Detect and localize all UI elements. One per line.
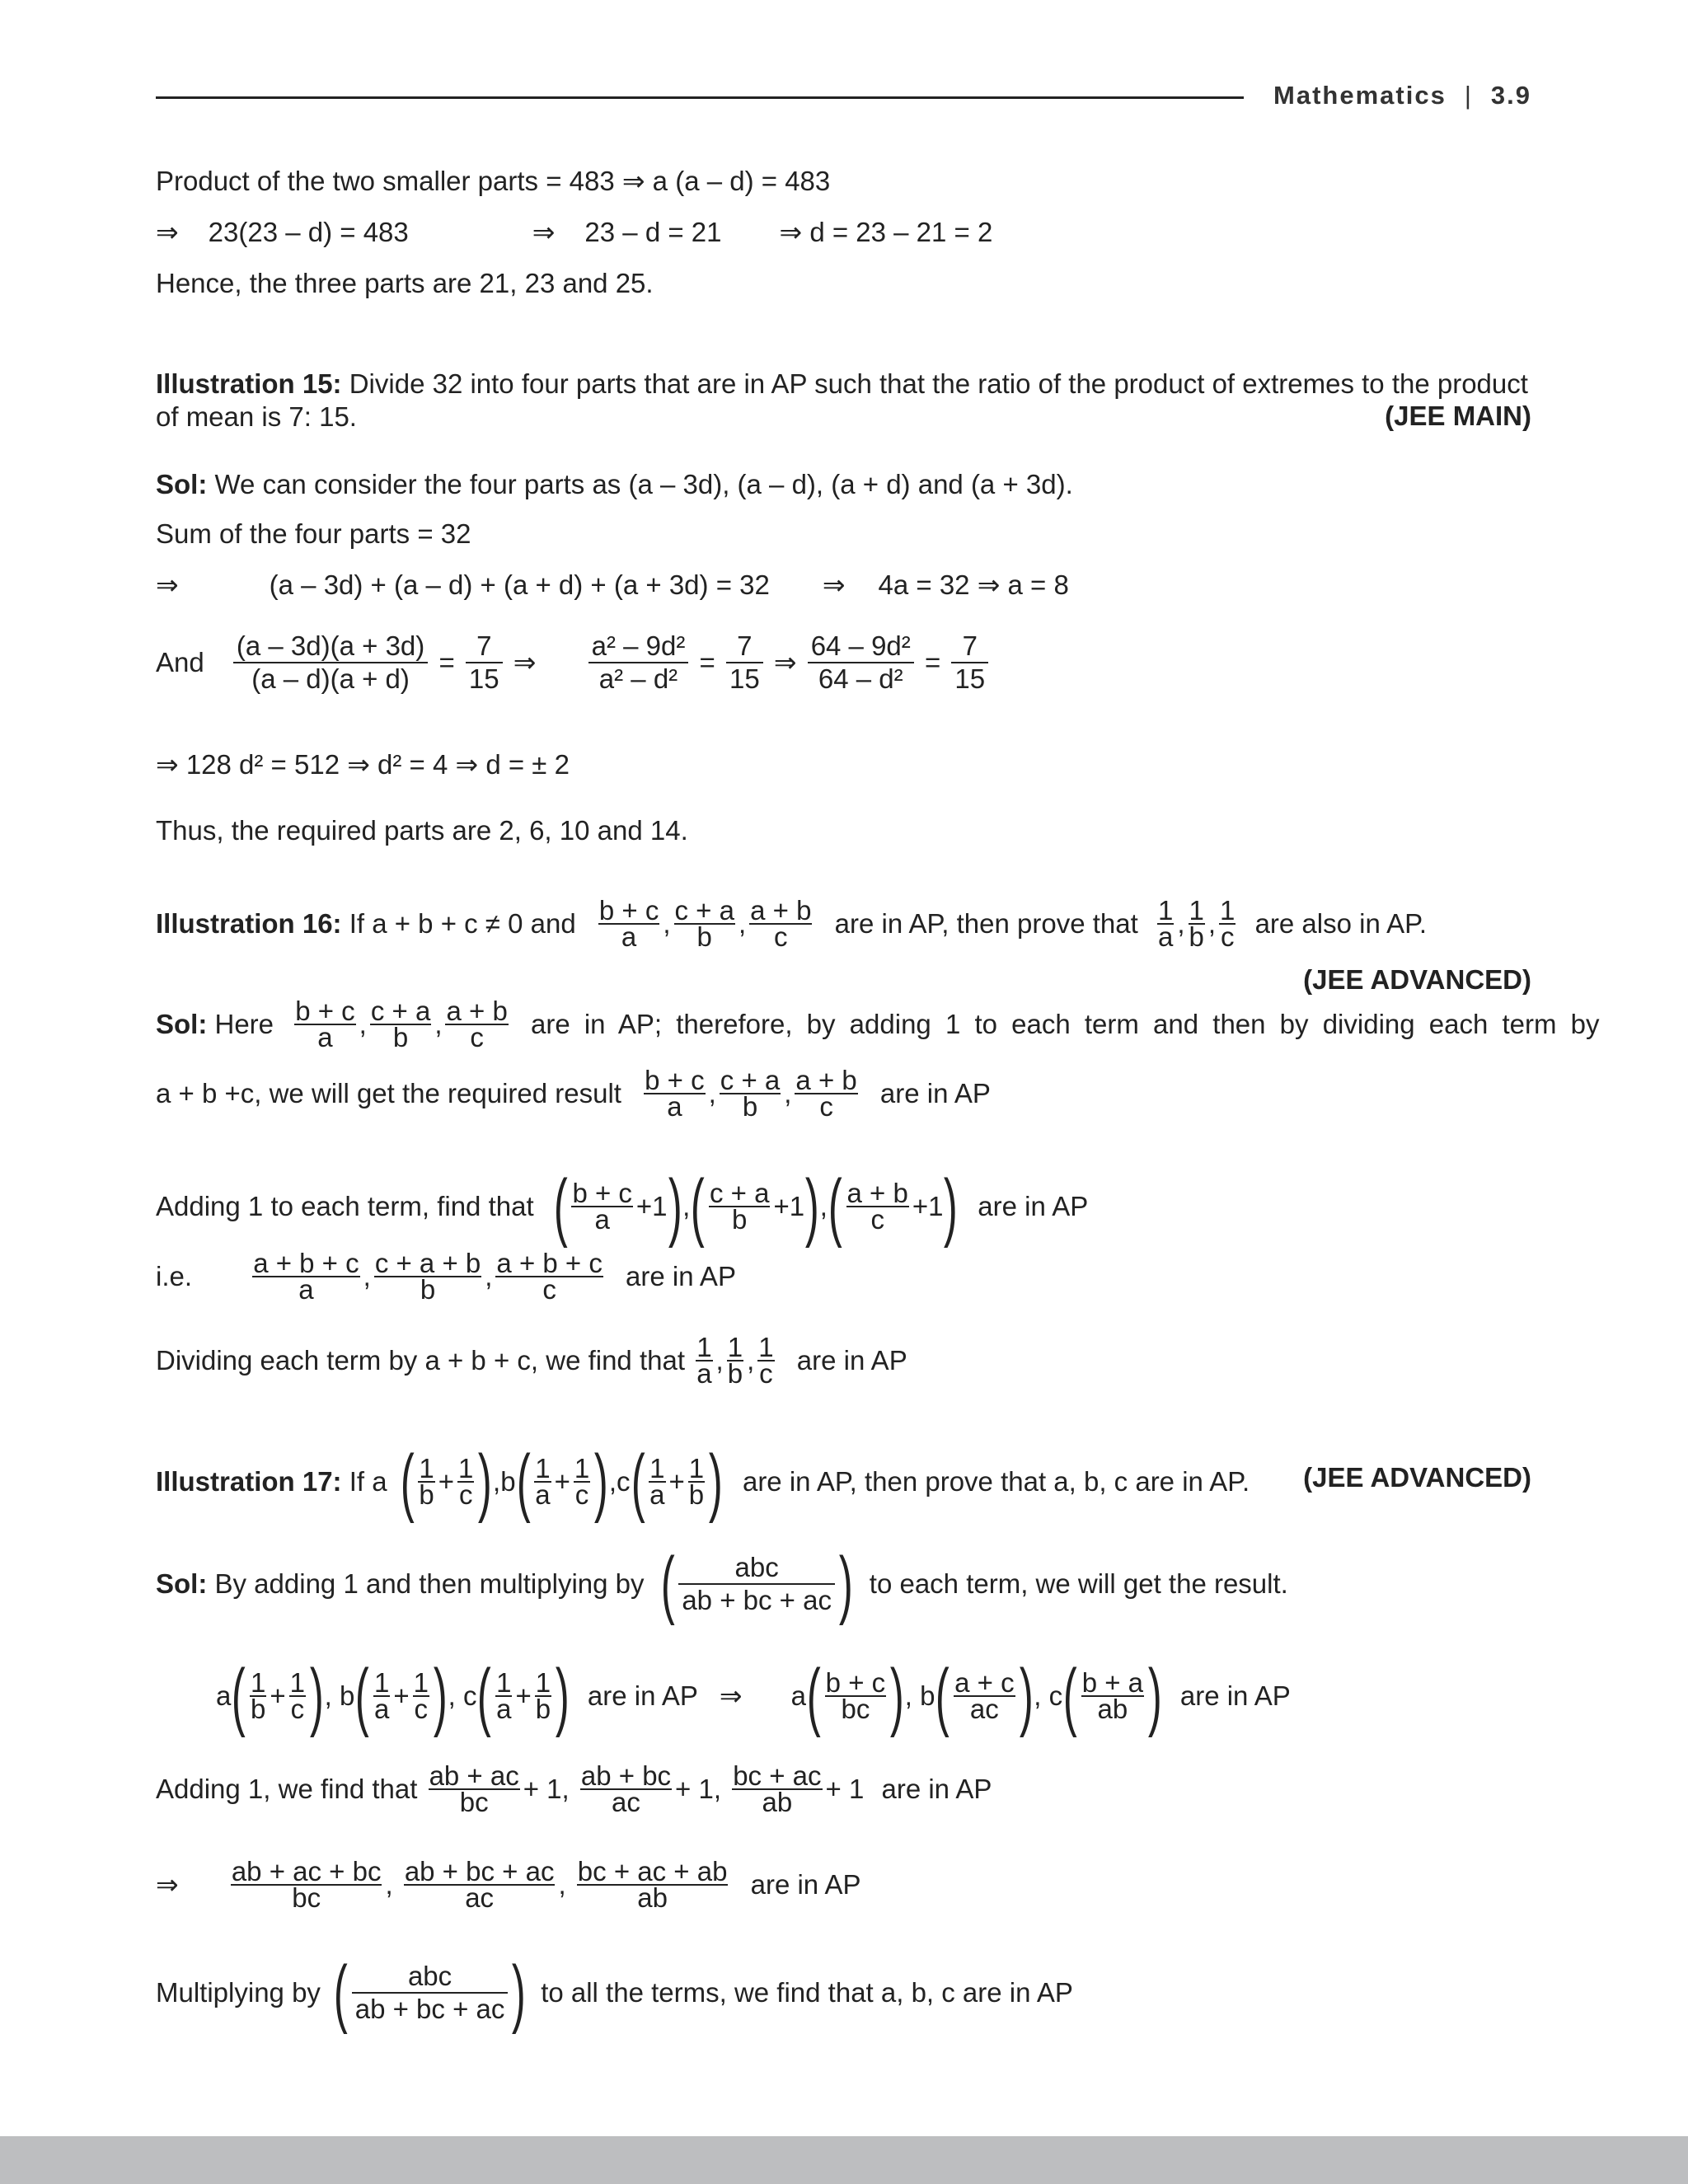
illustration-17-question: Illustration 17: If a ( $\frac{1}{b}$ + $\frac{1}{c}$ ),b( $\frac{1}{a}$ + $\frac{1}{c}$ ),c( $\frac{1}{a}$ + $\frac{1}{b}$ ) are in AP, then prove that a, b, c are in AP.: [156, 1440, 1250, 1524]
header-rule: [156, 96, 1244, 99]
illustration-15-question: Illustration 15: Divide 32 into four parts that are in AP such that the ratio of the product of extremes to the product: [156, 368, 1528, 399]
exam-tag: (JEE MAIN): [1385, 401, 1531, 431]
text-line: a + b +c, we will get the required result $\frac{b + c}{a}$ , $\frac{c + a}{b}$ , $\frac{a + b}{c}$ are in AP: [156, 1065, 991, 1122]
fraction-equation: And $\frac{(a - 3d)(a + 3d)}{(a - d)(a + d)}$ = $\frac{7}{15}$ ⇒ $\frac{\text{a² – 9d²}}{\text{a² – d²}}$ = $\frac{7}{15}$ ⇒ $\frac{\text{64 – 9d²}}{\text{64 – d²}}$ = $\frac{7}{15}$: [156, 630, 992, 695]
exam-tag: (JEE ADVANCED): [1303, 1462, 1531, 1493]
header-page-number: 3.9: [1490, 81, 1531, 110]
equation-line: Dividing each term by a + b + c, we find that $\frac{1}{a}$ , $\frac{1}{b}$ , $\frac{1}{c}$ are in AP: [156, 1332, 907, 1389]
solution-line: Sol: We can consider the four parts as (a – 3d), (a – d), (a + d) and (a + 3d).: [156, 469, 1073, 499]
illustration-16-question: Illustration 16: If a + b + c ≠ 0 and $\frac{b + c}{a}$ , $\frac{c + a}{b}$ , $\frac{a + b}{c}$ are in AP, then prove that $\frac{1}{a}$ , $\frac{1}{b}$ , $\frac{1}{c}$ are also in AP.: [156, 895, 1428, 952]
text-line: Sum of the four parts = 32: [156, 518, 471, 549]
equation-line: Adding 1, we find that $\frac{ab + ac}{bc}$ + 1, $\frac{ab + bc}{ac}$ + 1, $\frac{bc + ac}{ab}$ + 1 are in AP: [156, 1760, 992, 1817]
text-line: Hence, the three parts are 21, 23 and 25.: [156, 268, 654, 298]
equation-line: ⇒ $\frac{ab + ac + bc}{bc}$ , $\frac{ab + bc + ac}{ac}$ , $\frac{bc + ac + ab}{ab}$ are in AP: [156, 1856, 861, 1913]
solution-line: Sol: By adding 1 and then multiplying by ( $\frac{\text{abc}}{ab + bc + ac}$ ) to each term, we will get the result.: [156, 1542, 1288, 1626]
running-header: Mathematics | 3.9: [1273, 81, 1531, 110]
solution-line: Sol: Here $\frac{b + c}{a}$ , $\frac{c + a}{b}$ , $\frac{a + b}{c}$ are in AP; therefore, by adding 1 to each term and then by dividing each term by: [156, 996, 1600, 1052]
header-subject: Mathematics: [1273, 81, 1447, 110]
equation-line: i.e. $\frac{a + b + c}{a}$ , $\frac{c + a + b}{b}$ , $\frac{a + b + c}{c}$ are in AP: [156, 1248, 736, 1305]
footer-bar: [0, 2136, 1688, 2184]
illustration-15-question-cont: of mean is 7: 15.: [156, 401, 357, 432]
equation-line: ⇒ 128 d² = 512 ⇒ d² = 4 ⇒ d = ± 2: [156, 749, 570, 780]
equation-line: Adding 1 to each term, find that ( $\frac{b + c}{a}$ +1),( $\frac{c + a}{b}$ +1),( $\frac{a + b}{c}$ +1) are in AP: [156, 1165, 1089, 1249]
equation-line: Multiplying by ( $\frac{\text{abc}}{ab + bc + ac}$ ) to all the terms, we find that a, b, c are in AP: [156, 1951, 1073, 2035]
text-line: Product of the two smaller parts = 483 ⇒ a (a – d) = 483: [156, 166, 831, 196]
exam-tag: (JEE ADVANCED): [1303, 964, 1531, 995]
text-line: Thus, the required parts are 2, 6, 10 and 14.: [156, 815, 688, 846]
equation-line: ⇒ (a – 3d) + (a – d) + (a + d) + (a + 3d) = 32 ⇒ 4a = 32 ⇒ a = 8: [156, 569, 1069, 600]
text-line: ⇒ 23(23 – d) = 483 ⇒ 23 – d = 21 ⇒ d = 23 – 21 = 2: [156, 217, 993, 247]
equation-line: a( $\frac{1}{b}$ + $\frac{1}{c}$ ), b( $\frac{1}{a}$ + $\frac{1}{c}$ ), c( $\frac{1}{a}$ + $\frac{1}{b}$ ) are in AP ⇒ a( $\frac{b + c}{bc}$ ), b( $\frac{a + c}{ac}$ ), c( $\frac{b + a}{ab}$ ) are in AP: [216, 1654, 1291, 1738]
